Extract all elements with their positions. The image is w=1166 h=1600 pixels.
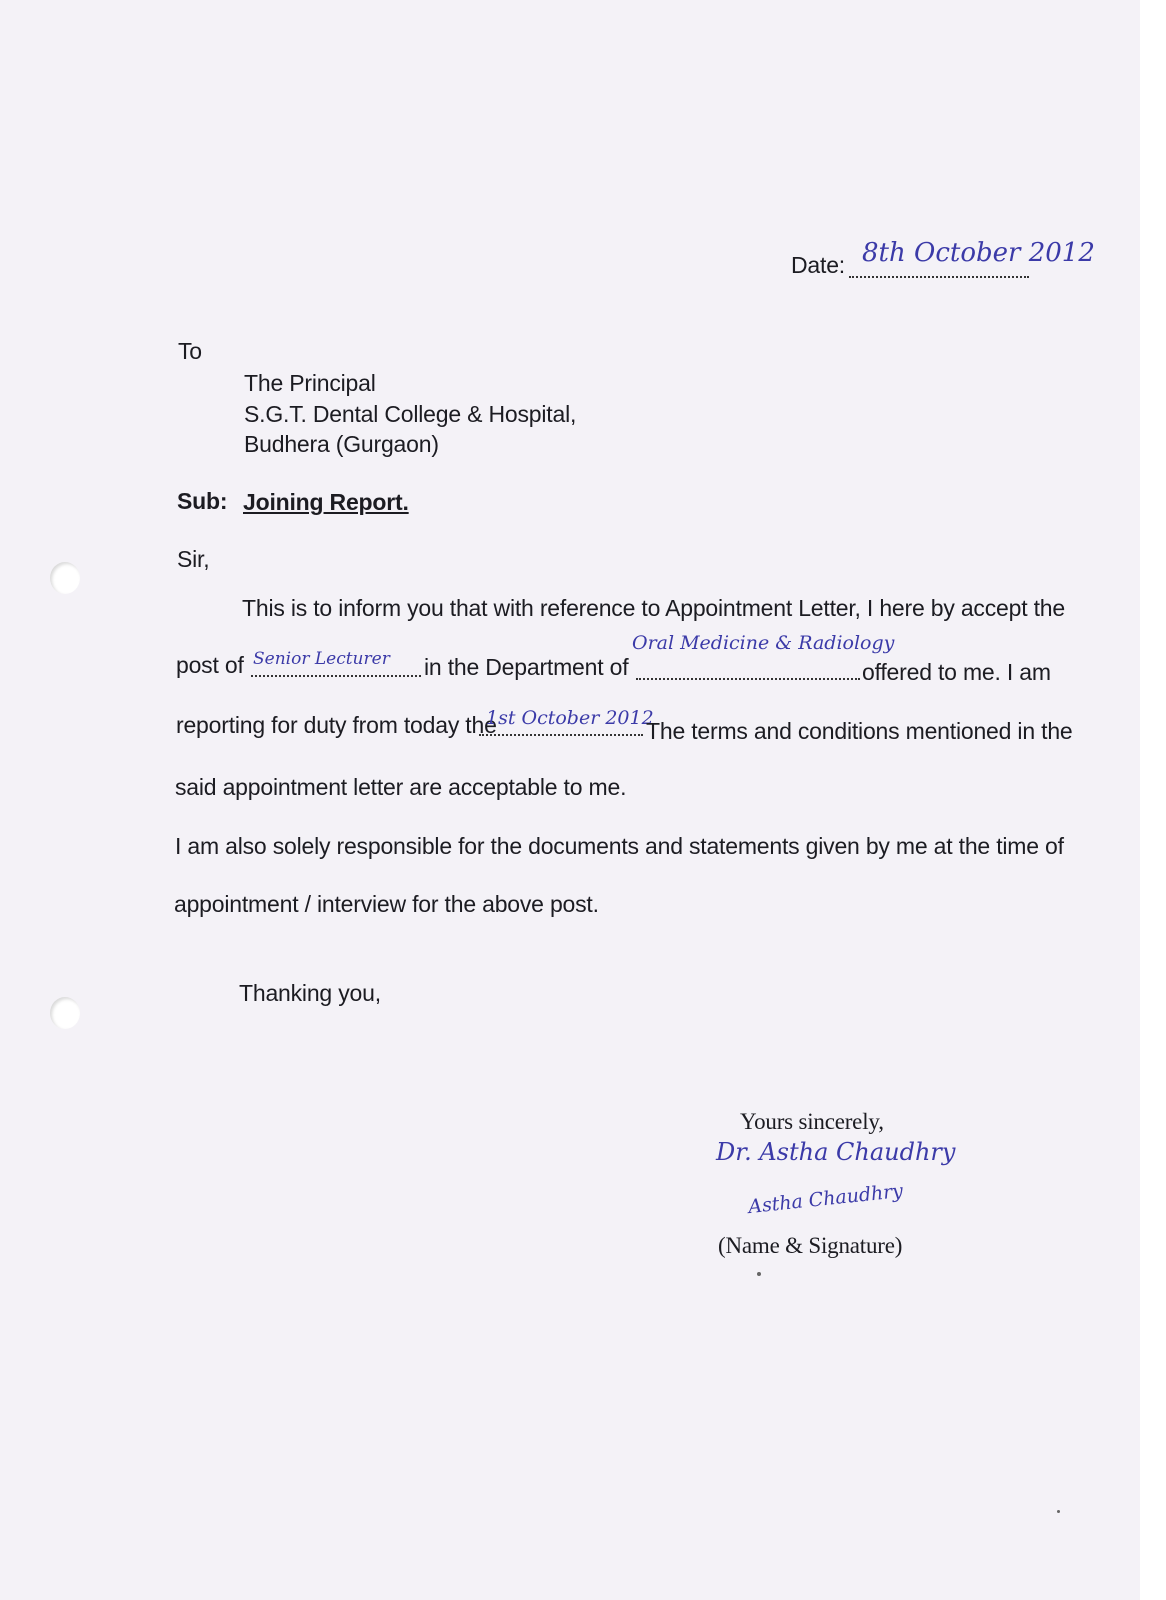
date-dotted-line — [849, 276, 1029, 278]
to-label: To — [178, 338, 202, 364]
addressee-line-1: The Principal — [244, 370, 376, 396]
addressee-line-3: Budhera (Gurgaon) — [244, 431, 439, 457]
closing-text: Thanking you, — [239, 980, 381, 1006]
signature-handwritten: Astha Chaudhry — [747, 1179, 904, 1219]
punch-hole-top — [50, 562, 80, 594]
para1-post-of: post of — [176, 652, 244, 678]
department-handwritten: Oral Medicine & Radiology — [632, 632, 895, 654]
signer-name-handwritten: Dr. Astha Chaudhry — [716, 1138, 956, 1166]
para1-line-1: This is to inform you that with reference to Appointment Letter, I here by accept the — [242, 595, 1065, 621]
para1-line-last: said appointment letter are acceptable to me. — [175, 774, 627, 800]
date-label: Date: — [791, 252, 845, 278]
para1-reporting: reporting for duty from today the — [176, 712, 497, 738]
para1-terms: The terms and conditions mentioned in the — [646, 718, 1073, 744]
para1-offered: offered to me. I am — [862, 659, 1051, 685]
post-handwritten: Senior Lecturer — [253, 649, 390, 669]
paper-speck — [1057, 1510, 1060, 1513]
reporting-date-dotted-line — [479, 734, 643, 736]
para2-line-2: appointment / interview for the above post. — [174, 891, 599, 917]
date-handwritten: 8th October 2012 — [862, 238, 1095, 268]
punch-hole-bottom — [50, 997, 80, 1029]
subject-label: Sub: — [177, 488, 228, 514]
department-dotted-line — [636, 678, 860, 680]
subject-title: Joining Report. — [243, 489, 409, 515]
scan-edge — [1140, 0, 1166, 1600]
post-dotted-line — [251, 675, 421, 677]
sign-off: Yours sincerely, — [740, 1109, 884, 1134]
paper-speck — [757, 1272, 761, 1276]
sign-caption: (Name & Signature) — [718, 1233, 903, 1258]
addressee-line-2: S.G.T. Dental College & Hospital, — [244, 401, 577, 427]
para1-in-department: in the Department of — [424, 654, 629, 680]
para2-line-1: I am also solely responsible for the documents and statements given by me at the time of — [175, 833, 1064, 859]
reporting-date-handwritten: 1st October 2012 — [486, 707, 654, 729]
salutation: Sir, — [177, 546, 210, 572]
